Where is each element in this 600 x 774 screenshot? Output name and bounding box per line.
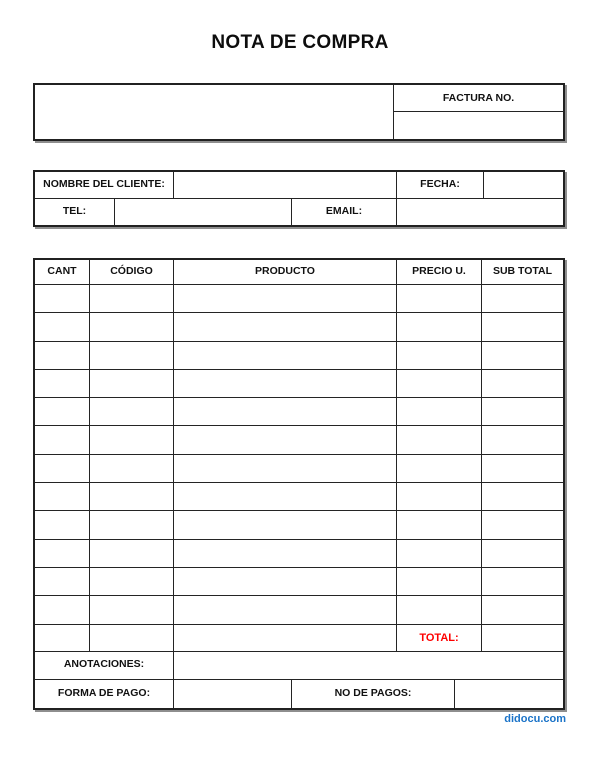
item-cell[interactable] [35, 455, 90, 482]
item-cell[interactable] [35, 540, 90, 567]
item-cell[interactable] [482, 568, 563, 595]
anotaciones-row [35, 652, 563, 680]
item-cell[interactable] [35, 596, 90, 623]
no-de-pagos-field[interactable] [455, 680, 563, 708]
email-label: EMAIL: [292, 199, 397, 225]
nombre-cliente-field[interactable] [174, 172, 397, 198]
didocu-watermark-link[interactable]: didocu.com [504, 713, 566, 725]
item-row [35, 285, 563, 313]
item-row [35, 511, 563, 539]
anotaciones-field[interactable] [174, 652, 563, 679]
item-cell[interactable] [482, 313, 563, 340]
item-cell[interactable] [90, 398, 174, 425]
total-row-codigo-cell[interactable] [90, 625, 174, 651]
item-cell[interactable] [90, 370, 174, 397]
total-row [35, 625, 563, 652]
item-cell[interactable] [35, 398, 90, 425]
header-sub-total: SUB TOTAL [492, 265, 553, 278]
factura-no-label: FACTURA NO. [394, 85, 563, 112]
item-row [35, 370, 563, 398]
total-row-cant-cell[interactable] [35, 625, 90, 651]
forma-de-pago-row [35, 680, 563, 708]
item-cell[interactable] [482, 398, 563, 425]
item-cell[interactable] [90, 426, 174, 453]
item-cell[interactable] [397, 342, 482, 369]
item-cell[interactable] [482, 342, 563, 369]
item-cell[interactable] [35, 342, 90, 369]
item-cell[interactable] [174, 511, 397, 538]
item-cell[interactable] [482, 483, 563, 510]
item-cell[interactable] [90, 540, 174, 567]
header-codigo: CÓDIGO [90, 260, 174, 284]
fecha-field[interactable] [484, 172, 563, 198]
item-cell[interactable] [397, 511, 482, 538]
item-cell[interactable] [174, 285, 397, 312]
item-cell[interactable] [174, 568, 397, 595]
item-cell[interactable] [174, 455, 397, 482]
item-row [35, 426, 563, 454]
item-cell[interactable] [174, 483, 397, 510]
item-cell[interactable] [397, 426, 482, 453]
item-cell[interactable] [397, 540, 482, 567]
client-row-2 [35, 199, 563, 225]
invoice-header-box [33, 83, 565, 141]
company-info-box[interactable] [35, 85, 394, 139]
item-cell[interactable] [482, 455, 563, 482]
item-row [35, 596, 563, 624]
item-cell[interactable] [90, 455, 174, 482]
item-cell[interactable] [397, 398, 482, 425]
item-cell[interactable] [397, 285, 482, 312]
item-cell[interactable] [482, 540, 563, 567]
item-cell[interactable] [90, 483, 174, 510]
tel-field[interactable] [115, 199, 292, 225]
item-cell[interactable] [35, 483, 90, 510]
forma-de-pago-field[interactable] [174, 680, 292, 708]
items-table [33, 258, 565, 710]
no-de-pagos-label: NO DE PAGOS: [292, 680, 455, 708]
item-cell[interactable] [174, 313, 397, 340]
item-cell[interactable] [482, 511, 563, 538]
item-cell[interactable] [397, 568, 482, 595]
items-header-row [35, 260, 563, 285]
item-cell[interactable] [397, 596, 482, 623]
item-cell[interactable] [90, 568, 174, 595]
item-row [35, 398, 563, 426]
tel-label: TEL: [35, 199, 115, 225]
header-precio-u: PRECIO U. [397, 260, 482, 284]
nombre-cliente-label: NOMBRE DEL CLIENTE: [35, 172, 174, 198]
client-row-1 [35, 172, 563, 199]
item-cell[interactable] [397, 455, 482, 482]
factura-no-field[interactable] [394, 112, 563, 139]
item-cell[interactable] [174, 370, 397, 397]
item-row [35, 568, 563, 596]
item-cell[interactable] [90, 596, 174, 623]
item-cell[interactable] [397, 483, 482, 510]
item-cell[interactable] [90, 285, 174, 312]
client-info-box [33, 170, 565, 227]
item-cell[interactable] [174, 540, 397, 567]
item-row [35, 540, 563, 568]
total-row-producto-cell[interactable] [174, 625, 397, 651]
item-cell[interactable] [397, 313, 482, 340]
item-cell[interactable] [482, 426, 563, 453]
item-cell[interactable] [90, 511, 174, 538]
item-cell[interactable] [35, 313, 90, 340]
item-cell[interactable] [35, 370, 90, 397]
item-cell[interactable] [397, 370, 482, 397]
item-cell[interactable] [174, 596, 397, 623]
total-label: TOTAL: [397, 625, 482, 651]
item-cell[interactable] [482, 370, 563, 397]
item-row [35, 342, 563, 370]
email-field[interactable] [397, 199, 563, 225]
item-cell[interactable] [174, 426, 397, 453]
item-row [35, 483, 563, 511]
item-row [35, 313, 563, 341]
page-title: NOTA DE COMPRA [211, 32, 389, 53]
item-cell[interactable] [90, 313, 174, 340]
fecha-label: FECHA: [397, 172, 484, 198]
anotaciones-label: ANOTACIONES: [35, 652, 174, 679]
item-cell[interactable] [482, 285, 563, 312]
header-producto: PRODUCTO [174, 260, 397, 284]
item-cell[interactable] [90, 342, 174, 369]
item-cell[interactable] [482, 596, 563, 623]
header-cant: CANT [35, 260, 90, 284]
item-cell[interactable] [35, 285, 90, 312]
item-cell[interactable] [174, 398, 397, 425]
factura-no-box [394, 85, 563, 139]
item-cell[interactable] [35, 568, 90, 595]
item-cell[interactable] [174, 342, 397, 369]
total-value-field[interactable] [482, 625, 563, 651]
item-cell[interactable] [35, 426, 90, 453]
item-cell[interactable] [35, 511, 90, 538]
forma-de-pago-label: FORMA DE PAGO: [35, 680, 174, 708]
item-row [35, 455, 563, 483]
